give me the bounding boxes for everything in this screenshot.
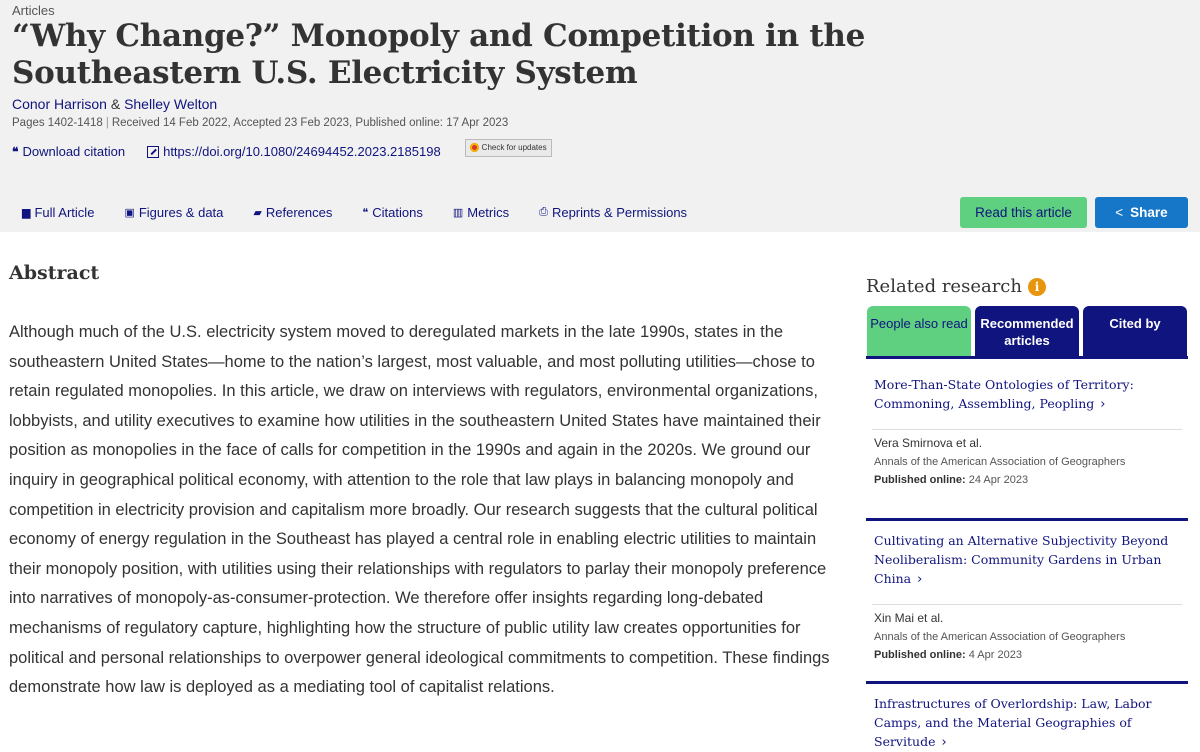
related-article-card: [866, 694, 1188, 752]
read-article-button[interactable]: Read this article: [960, 197, 1087, 228]
published-label: Published online:: [874, 649, 966, 661]
related-article-title: Infrastructures of Overlordship: Law, Labor Camps, and the Material Geographies of Servitude: [874, 696, 1152, 749]
crossmark-icon: [470, 143, 479, 152]
tab-metrics[interactable]: [453, 205, 509, 220]
author-link[interactable]: Conor Harrison: [12, 96, 107, 112]
tab-label: Figures & data: [138, 205, 224, 220]
related-article-published: [866, 474, 1188, 486]
check-for-updates-label: Check for updates: [481, 143, 547, 152]
related-article-link[interactable]: [866, 375, 1188, 414]
file-icon: ▆: [22, 207, 31, 219]
page-range: Pages 1402-1418: [12, 117, 103, 129]
tab-label: References: [265, 205, 333, 220]
related-article-journal: Annals of the American Association of Geographers: [874, 456, 1126, 468]
published-date: 4 Apr 2023: [968, 649, 1022, 661]
related-article-published: [866, 649, 1188, 661]
article-header: [0, 0, 1200, 232]
abstract-text: Although much of the U.S. electricity system moved to deregulated markets in the late 1990s, states in the southeastern United States—home to the nation’s largest, most valuable, and most polluting utilities—chose to retain regulated monopolies. In this article, we draw on interviews with regulators, environmental organizations, lobbyists, and utility executives to examine how utilities in the southeastern United States have maintained their position as monopolies in the face of calls for competition in the 1990s and again in the 2020s. We ground our inquiry in geographical political economy, with attention to the role that law plays in balancing monopoly and competition in electricity provision and capitalism more broadly. Our research suggests that the cultural political economy of energy regulation in the Southeast has played a central role in enabling electric utilities to maintain their monopoly position, with utilities using their relationships with regulators to parlay their monopoly preference into narratives of monopoly-as-consumer-protection. We therefore offer insights regarding long-debated mechanisms of regulatory capture, highlighting how the structure of public utility law creates opportunities for political and personal relationships to overpower general ideological commitments to competition. These findings demonstrate how law is deployed as a mediating tool of capitalist relations.: [9, 323, 830, 697]
related-research-heading: [866, 276, 1046, 297]
abstract-heading: Abstract: [9, 262, 100, 284]
related-article-link[interactable]: [866, 694, 1188, 752]
related-article-link[interactable]: [866, 531, 1188, 589]
tab-label: Reprints & Permissions: [551, 205, 688, 220]
quote-icon: ❝: [362, 207, 369, 219]
article-type: Articles: [12, 3, 55, 18]
share-icon: <: [1115, 205, 1124, 220]
divider: [872, 429, 1182, 430]
publication-info: [12, 117, 508, 129]
article-links: [12, 144, 552, 159]
author-link[interactable]: Shelley Welton: [124, 96, 218, 112]
article-title: “Why Change?” Monopoly and Competition in the Southeastern U.S. Electricity System: [12, 18, 866, 91]
divider: [866, 518, 1188, 521]
tab-citations[interactable]: [362, 205, 423, 220]
separator: |: [105, 117, 109, 129]
check-for-updates-button[interactable]: [465, 139, 552, 157]
tab-recommended-articles[interactable]: Recommended articles: [975, 306, 1079, 356]
image-icon: ▣: [124, 207, 135, 219]
info-icon[interactable]: i: [1028, 278, 1046, 296]
tab-full-article[interactable]: [22, 205, 94, 220]
author-list: [12, 96, 217, 112]
download-citation-label: Download citation: [22, 144, 126, 159]
download-citation-link[interactable]: [12, 144, 125, 159]
published-date: 24 Apr 2023: [968, 474, 1029, 486]
chevron-right-icon: ›: [941, 735, 947, 750]
tab-label: Full Article: [34, 205, 95, 220]
external-link-icon: [147, 146, 159, 158]
related-tabs: [867, 306, 1187, 356]
related-article-card: [866, 531, 1188, 661]
related-article-title: More-Than-State Ontologies of Territory: Commoning, Assembling, Peopling: [874, 377, 1134, 411]
doi-label: https://doi.org/10.1080/24694452.2023.2185198: [163, 144, 441, 159]
tab-cited-by[interactable]: Cited by: [1083, 306, 1187, 356]
tab-label: Citations: [372, 205, 423, 220]
divider: [866, 681, 1188, 684]
divider: [866, 356, 1188, 359]
print-icon: ⎙: [539, 206, 548, 218]
chevron-right-icon: ›: [917, 572, 923, 587]
quote-icon: ❝: [12, 144, 19, 159]
doi-link[interactable]: [147, 144, 441, 159]
related-article-title: Cultivating an Alternative Subjectivity Beyond Neoliberalism: Community Gardens in Urban China: [874, 533, 1169, 586]
tab-references[interactable]: [253, 205, 332, 220]
related-article-journal: Annals of the American Association of Geographers: [874, 631, 1126, 643]
share-label: Share: [1130, 205, 1168, 220]
tab-figures-data[interactable]: [124, 205, 223, 220]
publication-dates: Received 14 Feb 2022, Accepted 23 Feb 2023, Published online: 17 Apr 2023: [111, 117, 509, 129]
related-article-authors: Vera Smirnova et al.: [874, 436, 983, 450]
related-article-card: [866, 375, 1188, 486]
tab-label: Metrics: [467, 205, 510, 220]
chevron-right-icon: ›: [1100, 397, 1106, 412]
author-joiner: &: [106, 96, 125, 112]
tab-reprints-permissions[interactable]: [539, 205, 687, 220]
divider: [872, 604, 1182, 605]
book-icon: ▰: [253, 207, 262, 219]
tab-people-also-read[interactable]: People also read: [867, 306, 971, 356]
related-article-authors: Xin Mai et al.: [874, 611, 944, 625]
published-label: Published online:: [874, 474, 966, 486]
related-research-label: Related research: [866, 276, 1022, 297]
article-tabs: [22, 205, 717, 220]
share-button[interactable]: [1095, 197, 1188, 228]
bar-chart-icon: ▥: [452, 207, 464, 219]
